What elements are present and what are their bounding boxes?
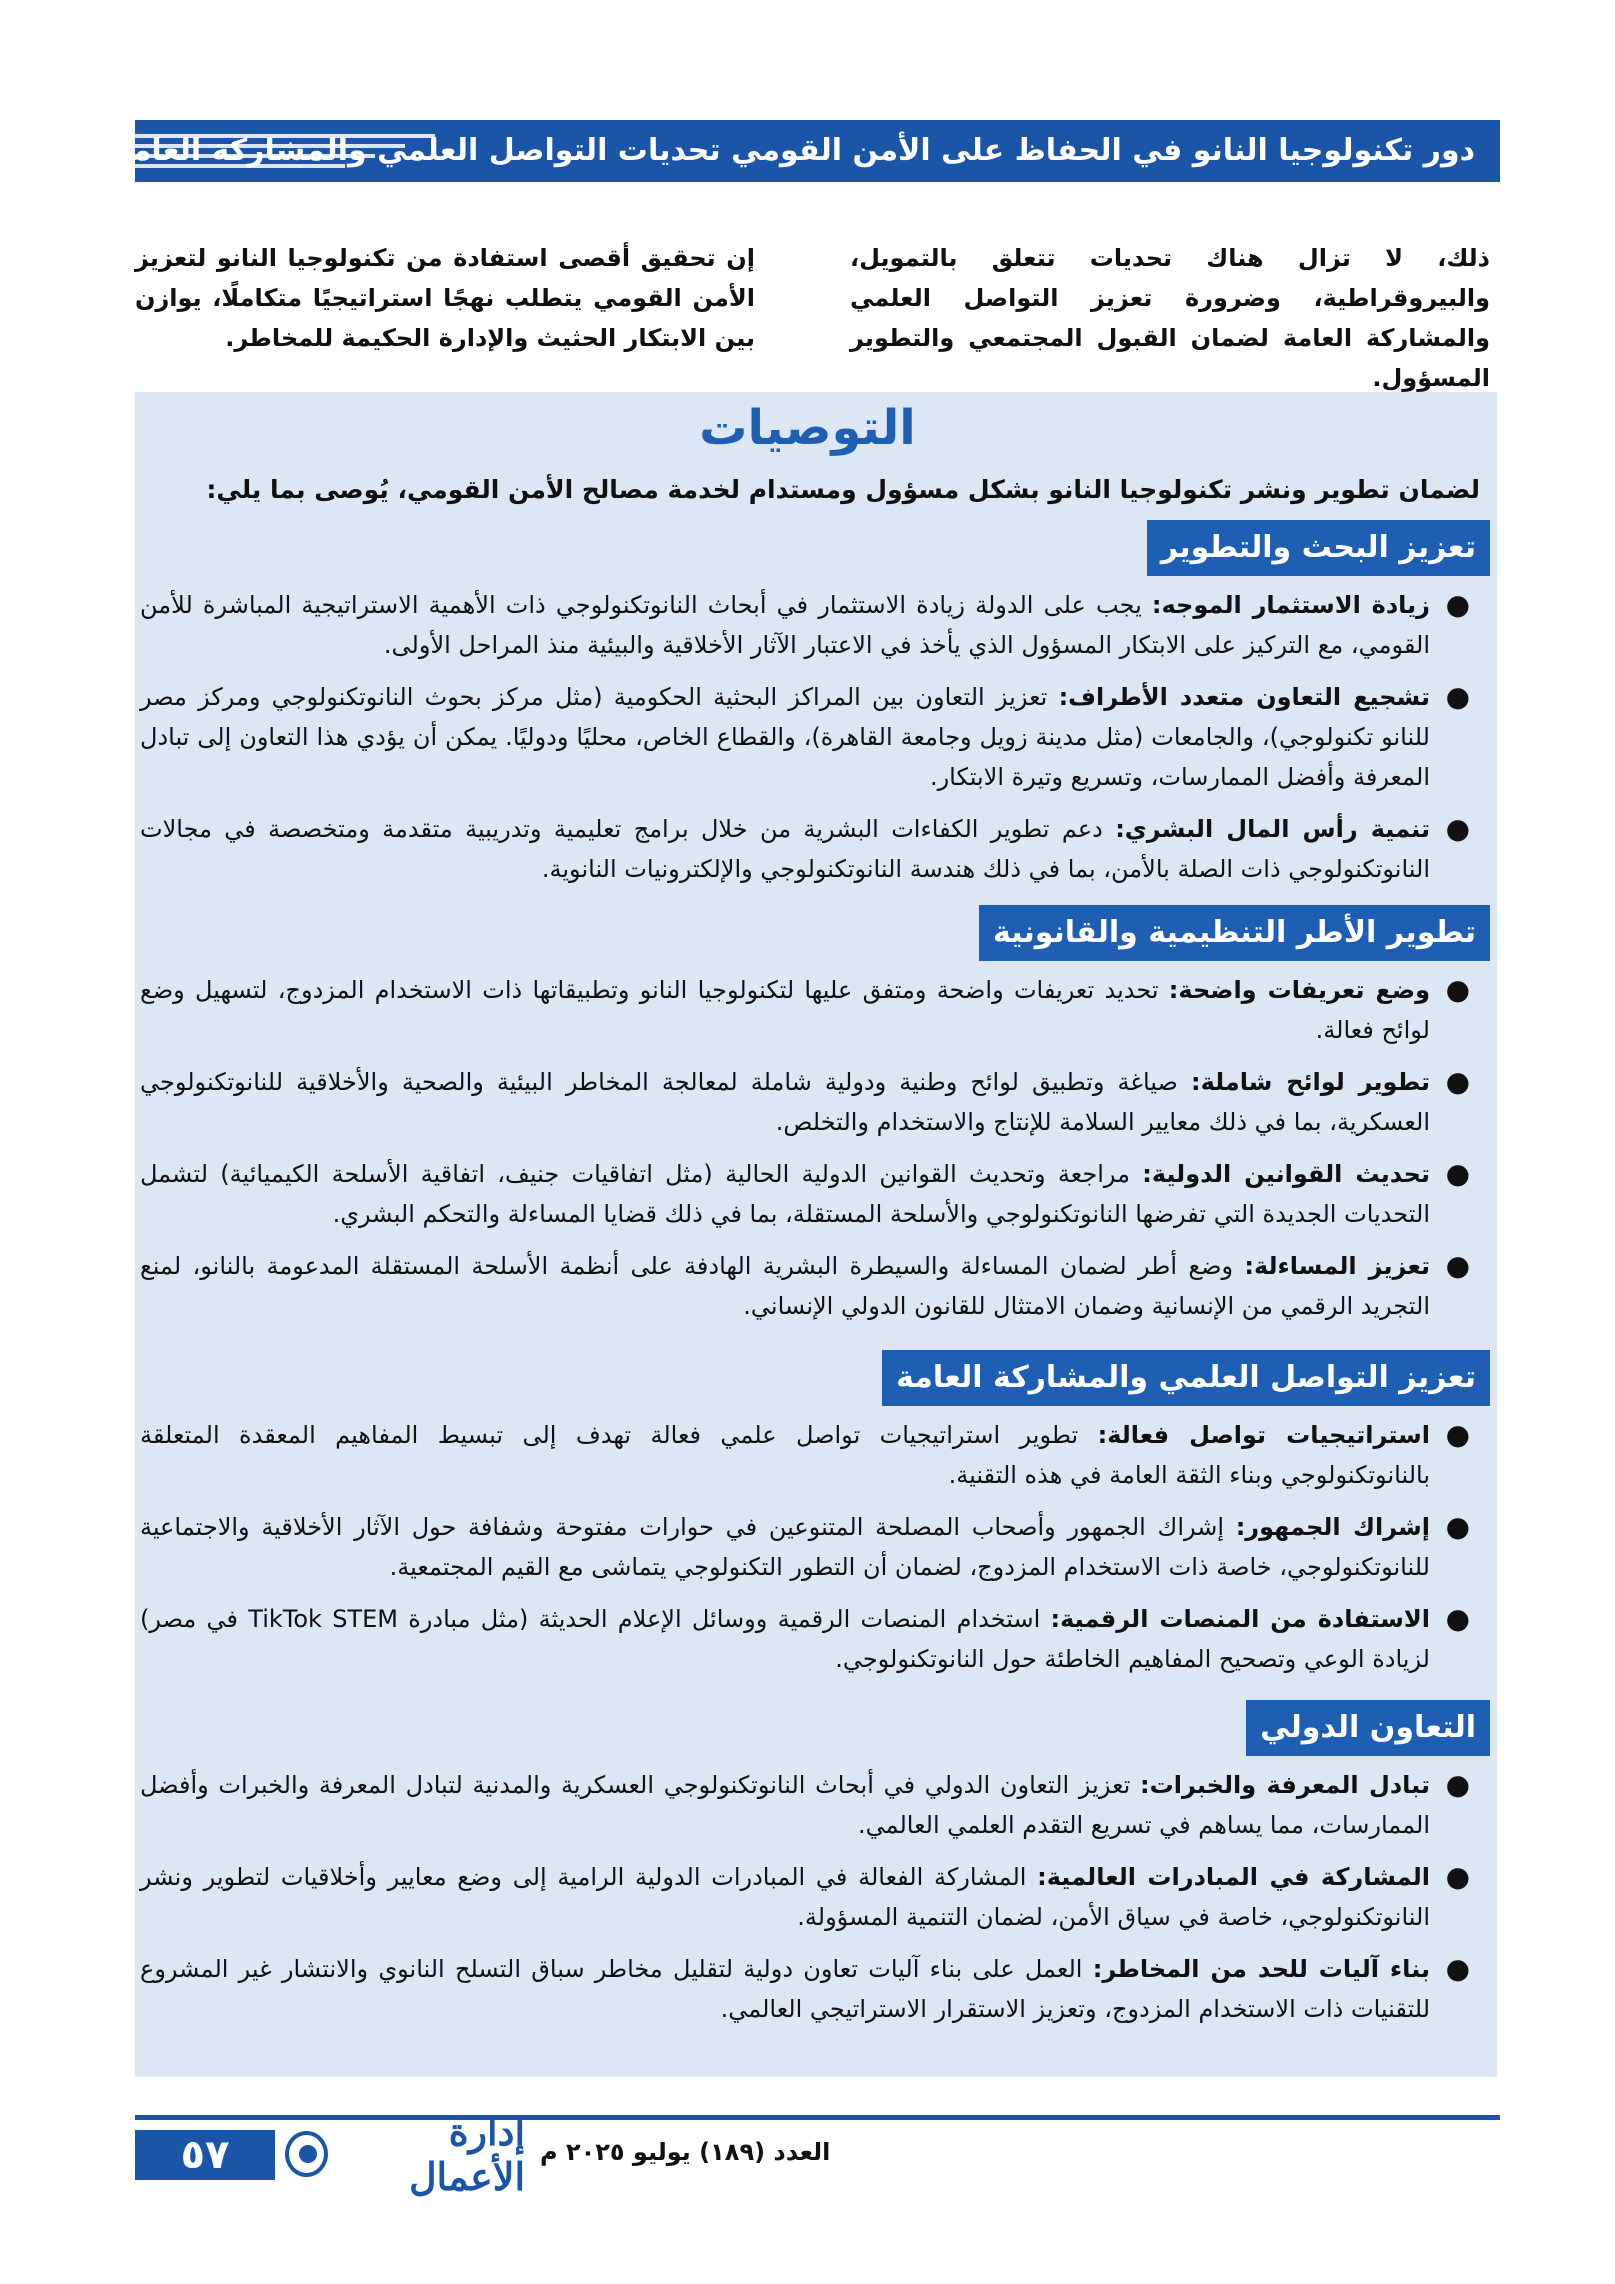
- item-term: زيادة الاستثمار الموجه:: [1151, 591, 1430, 619]
- section-items-research: [140, 585, 1470, 901]
- item-text: العمل على بناء آليات تعاون دولية لتقليل مخاطر سباق التسلح النانوي والانتشار غير المشروع للتقنيات ذات الاستخدام المزدوج، وتعزيز الاستقرار الاستراتيجي العالمي.: [140, 1955, 1430, 2023]
- section-heading-international: التعاون الدولي: [1246, 1700, 1490, 1756]
- item-text: استخدام المنصات الرقمية ووسائل الإعلام الحديثة (مثل مبادرة TikTok STEM في مصر) لزيادة الوعي وتصحيح المفاهيم الخاطئة حول النانوتكنولوجي.: [140, 1605, 1430, 1673]
- bullet-icon: ●: [1445, 812, 1470, 845]
- section-heading-research: تعزيز البحث والتطوير: [1147, 520, 1490, 576]
- intro-paragraph-left: إن تحقيق أقصى استفادة من تكنولوجيا النانو لتعزيز الأمن القومي يتطلب نهجًا استراتيجيًا متكاملًا، يوازن بين الابتكار الحثيث والإدارة الحكيمة للمخاطر.: [135, 244, 755, 352]
- list-item: [140, 1765, 1470, 1845]
- list-item: [140, 1154, 1470, 1234]
- section-items-international: [140, 1765, 1470, 2041]
- bullet-icon: ●: [1445, 1418, 1470, 1451]
- bullet-icon: ●: [1445, 1860, 1470, 1893]
- item-text: مراجعة وتحديث القوانين الدولية الحالية (مثل اتفاقيات جنيف، اتفاقية الأسلحة الكيميائية) لتشمل التحديات الجديدة التي تفرضها النانوتكنولوجي والأسلحة المستقلة، بما في ذلك قضايا المساءلة والتحكم البشري.: [140, 1160, 1430, 1228]
- item-term: إشراك الجمهور:: [1235, 1513, 1431, 1541]
- item-term: المشاركة في المبادرات العالمية:: [1037, 1863, 1430, 1891]
- list-item: [140, 1857, 1470, 1937]
- bullet-icon: ●: [1445, 1065, 1470, 1098]
- bullet-icon: ●: [1445, 1952, 1470, 1985]
- item-term: تطوير لوائح شاملة:: [1190, 1068, 1430, 1096]
- section-heading-legal: تطوير الأطر التنظيمية والقانونية: [979, 905, 1490, 961]
- bullet-icon: ●: [1445, 588, 1470, 621]
- magazine-logo: [285, 2109, 525, 2199]
- list-item: [140, 677, 1470, 797]
- item-term: بناء آليات للحد من المخاطر:: [1092, 1955, 1431, 1983]
- intro-paragraph-right: ذلك، لا تزال هناك تحديات تتعلق بالتمويل، والبيروقراطية، وضرورة تعزيز التواصل العلمي والمشاركة العامة لضمان القبول المجتمعي والتطوير المسؤول.: [850, 244, 1490, 392]
- item-text: تعزيز التعاون بين المراكز البحثية الحكومية (مثل مركز بحوث النانوتكنولوجي ومركز مصر للنانو تكنولوجي)، والجامعات (مثل مدينة زويل وجامعة القاهرة)، والقطاع الخاص، محليًا ودوليًا. يمكن أن يؤدي هذا التعاون إلى تبادل المعرفة وأفضل الممارسات، وتسريع وتيرة الابتكار.: [140, 683, 1430, 791]
- bullet-icon: ●: [1445, 680, 1470, 713]
- item-text: إشراك الجمهور وأصحاب المصلحة المتنوعين في حوارات مفتوحة وشفافة حول الآثار الأخلاقية والاجتماعية للنانوتكنولوجي، خاصة ذات الاستخدام المزدوج، لضمان أن التطور التكنولوجي يتماشى مع القيم المجتمعية.: [140, 1513, 1430, 1581]
- list-item: [140, 1507, 1470, 1587]
- item-text: صياغة وتطبيق لوائح وطنية ودولية شاملة لمعالجة المخاطر البيئية والصحية والأخلاقية للنانوتكنولوجي العسكرية، بما في ذلك معايير السلامة للإنتاج والاستخدام والتخلص.: [140, 1068, 1430, 1136]
- item-term: الاستفادة من المنصات الرقمية:: [1050, 1605, 1431, 1633]
- item-term: تشجيع التعاون متعدد الأطراف:: [1058, 683, 1430, 711]
- section-items-communication: [140, 1415, 1470, 1691]
- section-heading-communication: تعزيز التواصل العلمي والمشاركة العامة: [882, 1350, 1490, 1406]
- page-header-title: دور تكنولوجيا النانو في الحفاظ على الأمن القومي تحديات التواصل العلمي والمشاركة العامة: [114, 133, 1475, 168]
- list-item: [140, 1415, 1470, 1495]
- list-item: [140, 970, 1470, 1050]
- item-text: دعم تطوير الكفاءات البشرية من خلال برامج تعليمية وتدريبية متقدمة ومتخصصة في مجالات النانوتكنولوجي ذات الصلة بالأمن، بما في ذلك هندسة النانوتكنولوجي والإلكترونيات النانوية.: [140, 815, 1430, 883]
- bullet-icon: ●: [1445, 1157, 1470, 1190]
- magazine-name: إدارة الأعمال: [408, 2109, 525, 2199]
- bullet-icon: ●: [1445, 1510, 1470, 1543]
- item-term: تحديث القوانين الدولية:: [1142, 1160, 1430, 1188]
- item-term: تعزيز المساءلة:: [1244, 1252, 1430, 1280]
- issue-info: العدد (١٨٩) يوليو ٢٠٢٥ م: [540, 2138, 831, 2166]
- item-text: يجب على الدولة زيادة الاستثمار في أبحاث النانوتكنولوجي ذات الأهمية الاستراتيجية المباشرة للأمن القومي، مع التركيز على الابتكار المسؤول الذي يأخذ في الاعتبار الآثار الأخلاقية والبيئية منذ المراحل الأولى.: [140, 591, 1430, 659]
- list-item: [140, 1062, 1470, 1142]
- bullet-icon: ●: [1445, 1249, 1470, 1282]
- item-text: تطوير استراتيجيات تواصل علمي فعالة تهدف إلى تبسيط المفاهيم المعقدة المتعلقة بالنانوتكنولوجي وبناء الثقة العامة في هذه التقنية.: [140, 1421, 1430, 1489]
- bullet-icon: ●: [1445, 1602, 1470, 1635]
- bullet-icon: ●: [1445, 973, 1470, 1006]
- section-items-legal: [140, 970, 1470, 1338]
- item-term: تنمية رأس المال البشري:: [1115, 815, 1430, 843]
- item-text: تحديد تعريفات واضحة ومتفق عليها لتكنولوجيا النانو وتطبيقاتها ذات الاستخدام المزدوج، لتسهيل وضع لوائح فعالة.: [140, 976, 1430, 1044]
- bullet-icon: ●: [1445, 1768, 1470, 1801]
- list-item: [140, 1246, 1470, 1326]
- item-term: تبادل المعرفة والخبرات:: [1140, 1771, 1430, 1799]
- item-term: استراتيجيات تواصل فعالة:: [1097, 1421, 1430, 1449]
- item-text: وضع أطر لضمان المساءلة والسيطرة البشرية الهادفة على أنظمة الأسلحة المستقلة المدعومة بالنانو، لمنع التجريد الرقمي من الإنسانية وضمان الامتثال للقانون الدولي الإنساني.: [140, 1252, 1430, 1320]
- list-item: [140, 1949, 1470, 2029]
- item-term: وضع تعريفات واضحة:: [1168, 976, 1430, 1004]
- list-item: [140, 809, 1470, 889]
- recommendations-title: التوصيات: [699, 400, 916, 456]
- globe-icon: [285, 2131, 328, 2177]
- item-text: المشاركة الفعالة في المبادرات الدولية الرامية إلى وضع معايير وأخلاقيات لتطوير ونشر النانوتكنولوجي، خاصة في سياق الأمن، لضمان التنمية المسؤولة.: [140, 1863, 1430, 1931]
- list-item: [140, 585, 1470, 665]
- list-item: [140, 1599, 1470, 1679]
- recommendations-intro: لضمان تطوير ونشر تكنولوجيا النانو بشكل مسؤول ومستدام لخدمة مصالح الأمن القومي، يُوصى بما يلي:: [206, 475, 1480, 504]
- page-number: ٥٧: [135, 2130, 275, 2180]
- item-text: تعزيز التعاون الدولي في أبحاث النانوتكنولوجي العسكرية والمدنية لتبادل المعرفة والخبرات وأفضل الممارسات، مما يساهم في تسريع التقدم العلمي العالمي.: [140, 1771, 1430, 1839]
